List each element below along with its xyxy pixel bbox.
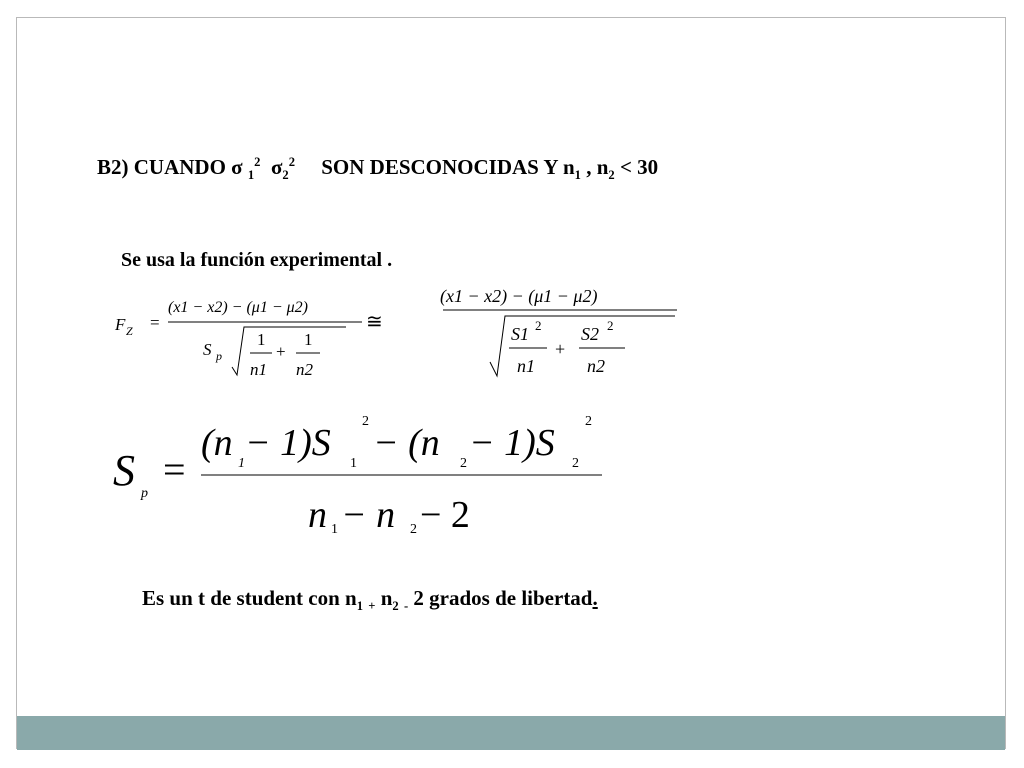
heading-n2-sub: 2 [608,168,615,183]
sigma-symbol-1: σ [231,155,243,179]
sp-num-c: − (n [373,422,440,464]
conclusion-tail: 2 grados de libertad [408,586,593,610]
fz-frac2-den: n2 [296,360,313,379]
footer-bar [17,716,1005,750]
heading-tail: < 30 [614,155,659,179]
fz-formula [110,285,410,395]
heading [97,155,658,183]
sp-num-b-sup: 2 [362,414,369,429]
sp-num-d-sub: 2 [572,456,579,471]
intro-text: Se usa la función experimental . [121,249,393,271]
approx-plus: + [555,339,566,359]
sp-eq: = [163,447,186,492]
conclusion-n2-sub: 2 [392,599,399,614]
fz-frac2-num: 1 [304,330,313,349]
sp-den-b-sub: 2 [410,522,417,537]
sp-lhs: S [113,446,135,495]
conclusion-n2: n [375,586,393,610]
sp-den-c: − 2 [420,494,470,536]
fz-den-sp: S [203,340,212,359]
approx-n1: n1 [517,356,535,376]
sp-num-b: − 1)S [245,422,331,464]
sp-num-d: − 1)S [469,422,555,464]
heading-middle: SON DESCONOCIDAS Y n [321,155,575,179]
approx-n2: n2 [587,356,605,376]
fz-den-sp-sub: p [216,349,222,363]
fz-lhs: F [115,315,126,334]
fz-eq: = [150,313,160,332]
conclusion-plus: + [368,599,376,614]
sp-den-a-sub: 1 [331,522,338,537]
sp-lhs-sub: p [141,486,148,501]
approx-numerator: (x1 − x2) − (μ1 − μ2) [440,286,598,306]
sp-den-a: n [308,494,327,536]
fz-numerator: (x1 − x2) − (μ1 − μ2) [168,299,308,316]
sp-num-c-sub: 2 [460,456,467,471]
conclusion-period: . [592,586,598,610]
sp-num-a: (n [201,422,233,464]
fz-lhs-sub: Z [126,324,133,338]
approx-s1: S1 [511,324,529,344]
sp-num-a-sub: 1 [238,456,245,471]
sigma-2-sub: 2 [282,168,289,183]
sp-num-b-sub: 1 [350,456,357,471]
fz-plus: + [276,342,286,361]
sigma-1-sup: 2 [254,155,261,169]
sigma-symbol-2: σ [270,155,283,179]
approx-formula [435,280,695,390]
sigma-2-sup: 2 [288,155,295,169]
heading-comma: , n [580,155,609,179]
approx-s2: S2 [581,324,599,344]
sp-num-d-sup: 2 [585,414,592,429]
conclusion-minus: - [403,599,409,614]
sp-formula [105,405,625,545]
conclusion-prefix: Es un t de student con n [142,586,357,610]
fz-frac1-den: n1 [250,360,267,379]
sigma-1-sub: 1 [247,168,255,183]
fz-approx: ≅ [366,311,383,333]
conclusion-n1-sub: 1 [356,599,364,614]
approx-s1-sup: 2 [535,318,542,333]
fz-frac1-num: 1 [257,330,266,349]
heading-n1-sub: 1 [574,168,581,183]
approx-s2-sup: 2 [607,318,614,333]
heading-prefix: B2) CUANDO [97,155,226,179]
sp-den-b: − n [341,494,396,536]
conclusion [142,586,598,614]
